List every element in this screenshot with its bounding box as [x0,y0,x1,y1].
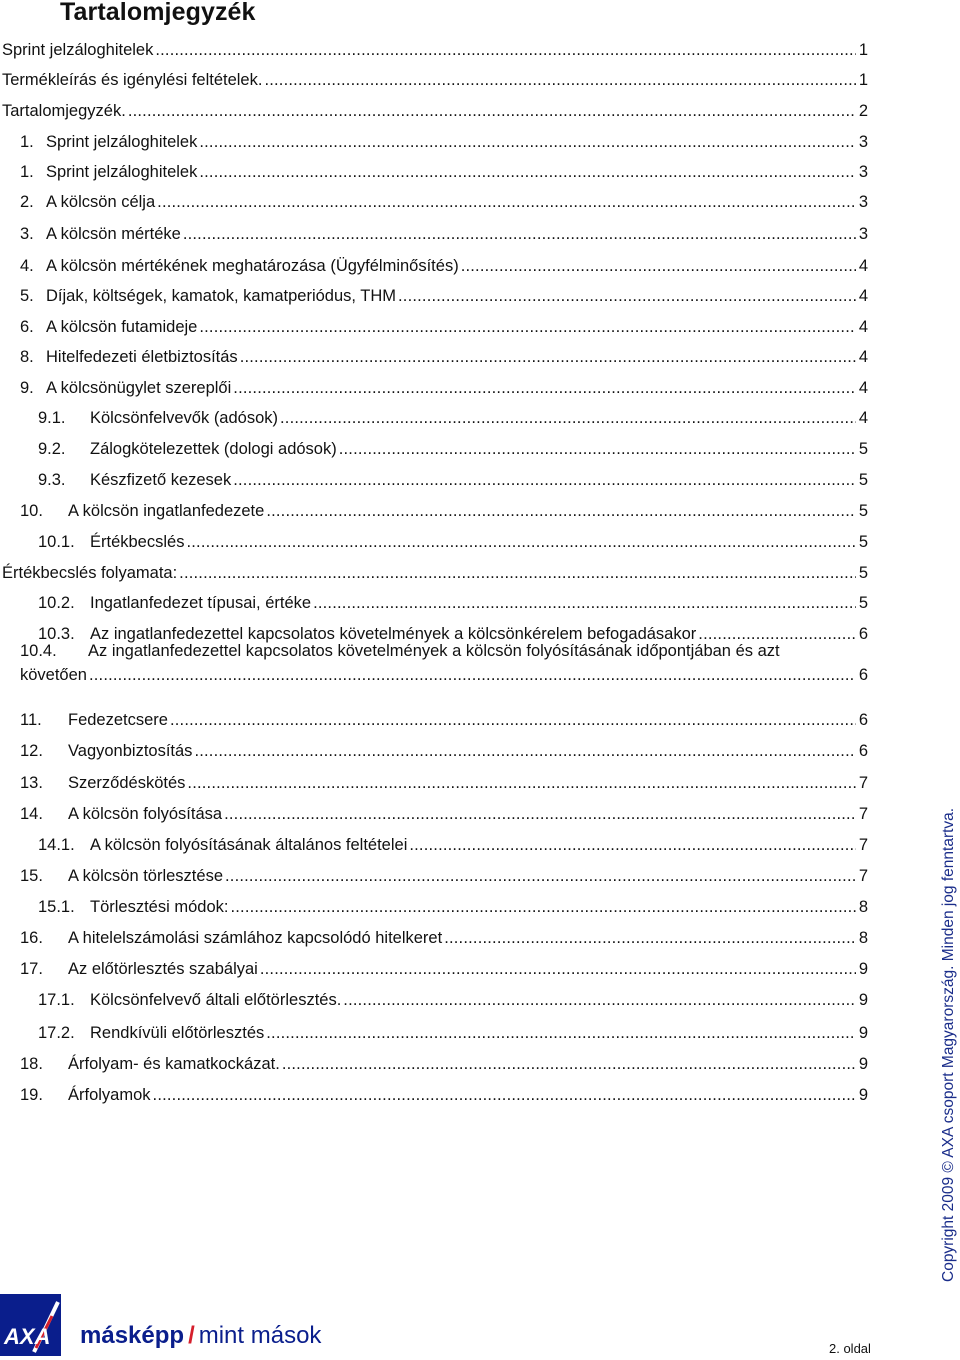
toc-number: 14.1. [38,836,75,854]
toc-title: A kölcsön folyósításának általános feltételei [90,836,408,854]
toc-title: A kölcsön törlesztése [68,867,223,885]
toc-title: A hitelelszámolási számlához kapcsolódó hitelkeret [68,929,443,947]
toc-number: 18. [20,1055,43,1073]
toc-title: Szerződéskötés [68,774,186,792]
toc-page-number: 3 [858,133,868,151]
toc-entry[interactable] [38,1019,868,1043]
axa-logo-text: AXA [4,1324,51,1349]
toc-title: Ingatlanfedezet típusai, értéke [90,594,312,612]
toc-number: 10.1. [38,533,75,551]
toc-page-number: 7 [858,774,868,792]
slogan [80,1322,321,1350]
toc-entry[interactable] [20,252,868,276]
toc-entry[interactable] [20,955,868,979]
toc-leader [225,866,856,886]
toc-number: 6. [20,318,34,336]
toc-number: 4. [20,257,34,275]
toc-title: A kölcsön célja [46,193,156,211]
toc-title: Az ingatlanfedezettel kapcsolatos követelmények a kölcsön folyósításának időpontjában és azt [88,642,780,660]
toc-entry[interactable] [38,589,868,613]
toc-title: Értékbecslés folyamata: [2,564,178,582]
toc-number: 10. [20,502,43,520]
toc-title: Árfolyam- és kamatkockázat. [68,1055,280,1073]
toc-title: A kölcsön mértéke [46,225,181,243]
toc-leader [199,317,856,337]
page-number: 2. oldal [829,1341,871,1356]
toc-entry[interactable] [2,66,868,90]
toc-entry[interactable] [20,313,868,337]
toc-number: 17.2. [38,1024,75,1042]
toc-leader [461,256,856,276]
toc-entry[interactable] [38,893,868,917]
toc-title: Készfizető kezesek [90,471,232,489]
toc-title: Az előtörlesztés szabályai [68,960,258,978]
toc-entry[interactable] [20,641,868,687]
toc-leader [187,773,856,793]
toc-page-number: 4 [858,409,868,427]
toc-page-number: 5 [858,502,868,520]
toc-leader [230,897,856,917]
toc-number: 9.1. [38,409,66,427]
toc-entry[interactable] [20,374,868,398]
toc-title: Zálogkötelezettek (dologi adósok) [90,440,337,458]
toc-leader [282,1054,856,1074]
toc-entry[interactable] [20,706,868,730]
toc-leader [240,347,856,367]
toc-page-number: 6 [858,625,868,643]
toc-page-number: 4 [858,287,868,305]
toc-entry[interactable] [38,986,868,1010]
toc-number: 15. [20,867,43,885]
toc-number: 17. [20,960,43,978]
toc-leader [199,162,856,182]
toc-number: 1. [20,163,34,181]
toc-number: 17.1. [38,991,75,1009]
toc-entry[interactable] [20,1081,868,1105]
toc-title: A kölcsön futamideje [46,318,198,336]
toc-leader [199,132,856,152]
toc-title: Tartalomjegyzék. [2,102,126,120]
toc-leader [264,70,856,90]
toc-page-number: 5 [858,440,868,458]
toc-entry[interactable] [38,831,868,855]
toc-page-number: 9 [858,1086,868,1104]
toc-entry[interactable] [20,343,868,367]
toc-entry[interactable] [38,404,868,428]
toc-title: Értékbecslés [90,533,185,551]
toc-title: Díjak, költségek, kamatok, kamatperiódus, THM [46,287,396,305]
toc-title: Kölcsönfelvevő általi előtörlesztés. [90,991,342,1009]
toc-page-number: 7 [858,867,868,885]
toc-title: Árfolyamok [68,1086,151,1104]
toc-page-number: 4 [858,379,868,397]
toc-page-number: 8 [858,929,868,947]
toc-page-number: 9 [858,991,868,1009]
toc-entry[interactable] [38,435,868,459]
toc-leader [224,804,856,824]
page-title: Tartalomjegyzék [60,0,256,26]
toc-leader [89,665,856,685]
toc-page-number: 9 [858,1055,868,1073]
toc-title: Kölcsönfelvevők (adósok) [90,409,279,427]
toc-title: Hitelfedezeti életbiztosítás [46,348,238,366]
toc-entry[interactable] [20,158,868,182]
toc-number: 8. [20,348,34,366]
toc-page-number: 1 [858,71,868,89]
toc-number: 16. [20,929,43,947]
toc-number: 9.2. [38,440,66,458]
toc-leader [170,710,856,730]
toc-page-number: 5 [858,471,868,489]
toc-page-number: 2 [858,102,868,120]
toc-entry[interactable] [20,188,868,212]
toc-entry[interactable] [20,282,868,306]
toc-number: 12. [20,742,43,760]
toc-leader [266,1023,856,1043]
toc-title: Sprint jelzáloghitelek [2,41,154,59]
toc-number: 9. [20,379,34,397]
toc-entry[interactable] [20,800,868,824]
toc-page-number: 9 [858,1024,868,1042]
axa-logo-icon [0,1294,61,1356]
slogan-part1: másképp [80,1322,185,1349]
toc-number: 3. [20,225,34,243]
toc-number: 13. [20,774,43,792]
toc-page-number: 6 [858,711,868,729]
toc-entry[interactable] [2,97,868,121]
toc-page-number: 3 [858,225,868,243]
toc-title: Sprint jelzáloghitelek [46,133,198,151]
toc-number: 11. [20,711,42,729]
toc-entry[interactable] [20,769,868,793]
toc-number: 10.2. [38,594,75,612]
copyright-notice: Copyright 2009 © AXA csoport Magyarország. Minden jog fenntartva. [940,807,957,1282]
toc-entry[interactable] [20,924,868,948]
toc-title: A kölcsön ingatlanfedezete [68,502,265,520]
toc-leader [266,501,856,521]
toc-number: 2. [20,193,34,211]
toc-page-number: 6 [858,666,868,684]
toc-entry[interactable] [20,737,868,761]
toc-page-number: 9 [858,960,868,978]
toc-number: 9.3. [38,471,66,489]
toc-leader [186,532,856,552]
toc-title: Az ingatlanfedezettel kapcsolatos követelmények a kölcsönkérelem befogadásakor [90,625,697,643]
toc-leader [339,439,856,459]
toc-page-number: 4 [858,318,868,336]
toc-leader [128,101,856,121]
toc-leader [233,378,856,398]
toc-title: Rendkívüli előtörlesztés [90,1024,265,1042]
toc-page-number: 5 [858,594,868,612]
toc-title: Termékleírás és igénylési feltételek. [2,71,263,89]
toc-title: Sprint jelzáloghitelek [46,163,198,181]
toc-entry[interactable] [38,528,868,552]
toc-entry[interactable] [20,1050,868,1074]
toc-entry[interactable] [20,128,868,152]
toc-entry[interactable] [2,559,868,583]
toc-entry[interactable] [2,36,868,60]
toc-entry[interactable] [20,497,868,521]
toc-page-number: 6 [858,742,868,760]
toc-leader [444,928,856,948]
toc-number: 1. [20,133,34,151]
toc-leader [179,563,856,583]
toc-title: A kölcsönügylet szereplői [46,379,232,397]
toc-number: 10.4. [20,642,57,660]
toc-leader [183,224,856,244]
toc-leader [157,192,856,212]
toc-page-number: 3 [858,193,868,211]
axa-logo [0,1294,61,1356]
toc-leader [280,408,856,428]
toc-number: 10.3. [38,625,75,643]
toc-title: Vagyonbiztosítás [68,742,193,760]
toc-leader [409,835,856,855]
toc-leader [313,593,856,613]
toc-number: 14. [20,805,43,823]
slogan-part2: mint mások [198,1322,322,1349]
toc-leader [343,990,856,1010]
toc-entry[interactable] [20,220,868,244]
toc-page-number: 8 [858,898,868,916]
toc-number: 19. [20,1086,43,1104]
toc-page-number: 4 [858,348,868,366]
toc-title-continued: követően [20,666,87,684]
toc-leader [194,741,856,761]
toc-leader [398,286,856,306]
toc-title: A kölcsön mértékének meghatározása (Ügyfélminősítés) [46,257,459,275]
toc-number: 5. [20,287,34,305]
toc-leader [260,959,856,979]
toc-title: Törlesztési módok: [90,898,229,916]
toc-page-number: 5 [858,533,868,551]
toc-number: 15.1. [38,898,75,916]
toc-entry[interactable] [20,862,868,886]
toc-leader [233,470,856,490]
toc-title: A kölcsön folyósítása [68,805,223,823]
toc-page-number: 7 [858,805,868,823]
toc-page-number: 1 [858,41,868,59]
toc-page-number: 7 [858,836,868,854]
toc-title: Fedezetcsere [68,711,168,729]
slogan-slash: / [188,1322,195,1349]
toc-page-number: 5 [858,564,868,582]
toc-page-number: 3 [858,163,868,181]
toc-page-number: 4 [858,257,868,275]
toc-leader [153,1085,856,1105]
toc-entry[interactable] [38,466,868,490]
toc-leader [155,40,856,60]
